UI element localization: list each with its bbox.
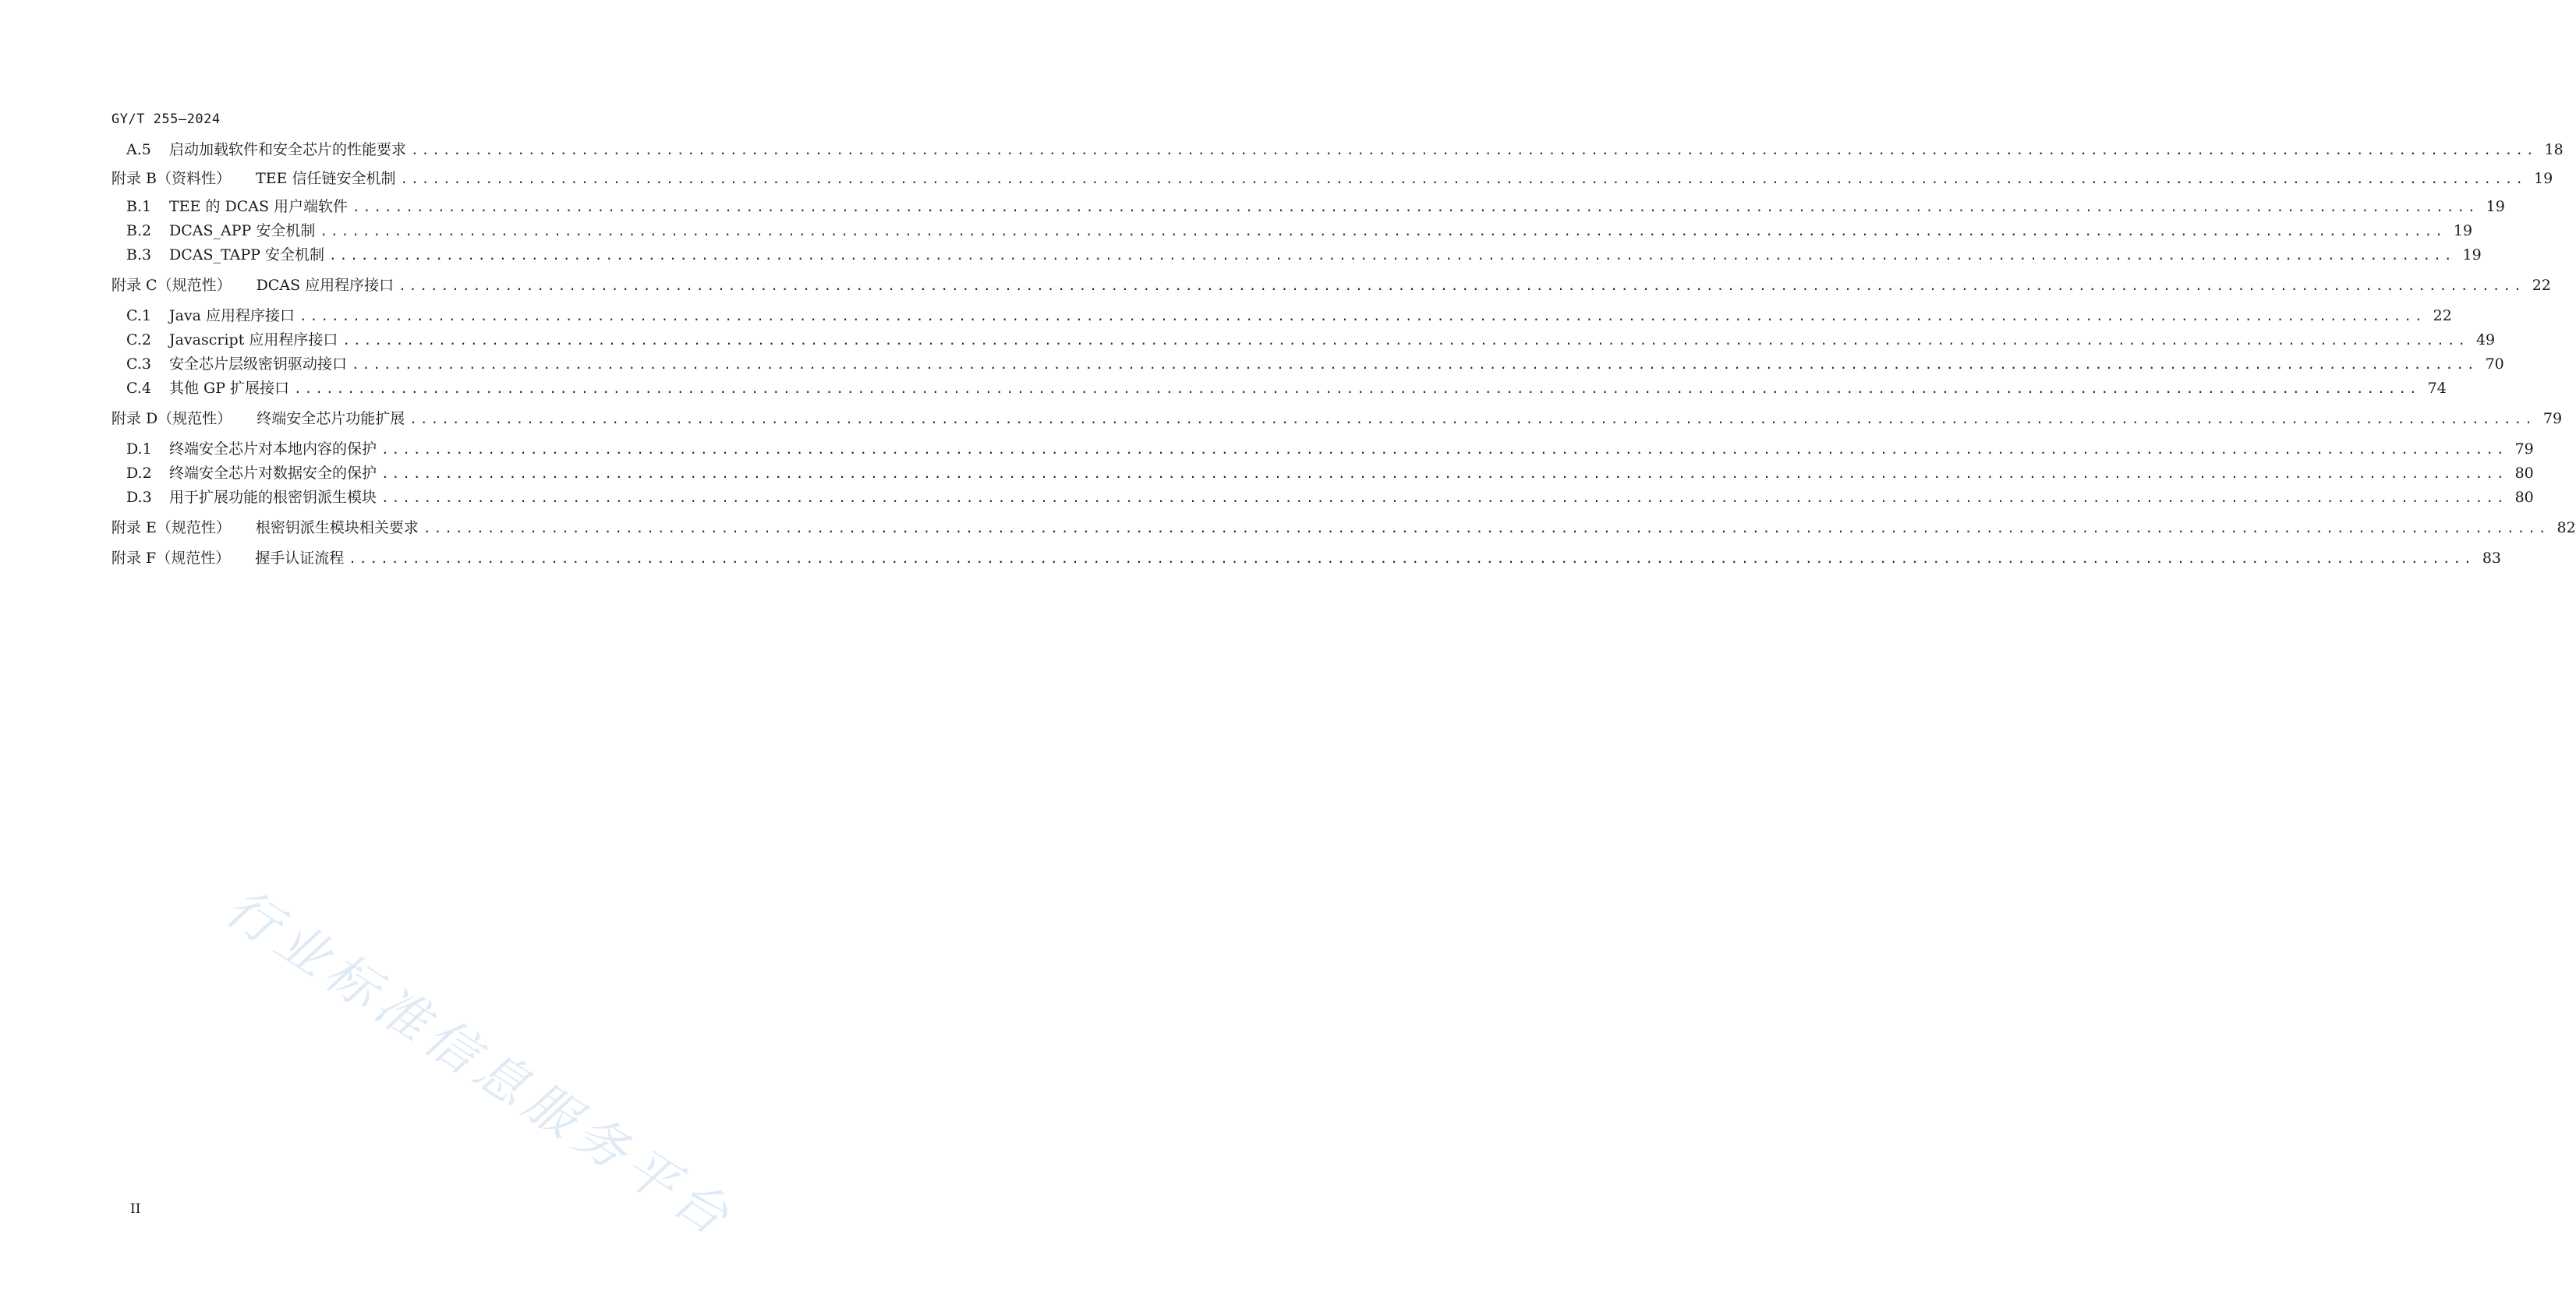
toc-dot-leader: ........................................................................................................................................................................................................ [423,521,2549,536]
toc-entry-page: 70 [2485,355,2504,373]
toc-entry-number: B.1 [126,198,152,215]
toc-entry[interactable] [111,168,2553,189]
toc-entry[interactable] [126,378,2447,398]
toc-entry[interactable] [126,221,2473,241]
toc-dot-leader: ........................................................................................................................................................................................................ [299,309,2426,324]
toc-entry-page: 19 [2453,222,2473,239]
toc-entry[interactable] [126,487,2534,507]
toc-dot-leader: ........................................................................................................................................................................................................ [352,357,2478,372]
toc-entry-page: 19 [2486,198,2505,215]
toc-entry-number: D.3 [126,489,152,506]
toc-entry[interactable] [111,275,2551,295]
toc-entry-page: 82 [2557,519,2576,536]
toc-dot-leader: ........................................................................................................................................................................................................ [381,442,2507,457]
toc-entry-title: 其他 GP 扩展接口 [169,380,290,397]
toc-entry-title: 用于扩展功能的根密钥派生模块 [169,489,377,506]
toc-entry-title: 握手认证流程 [255,550,345,567]
toc-entry[interactable] [126,306,2452,326]
toc-entry-number: C.3 [126,355,151,373]
toc-entry-title: Javascript 应用程序接口 [169,331,338,348]
toc-dot-leader: ........................................................................................................................................................................................................ [411,143,2537,157]
toc-entry-number: B.3 [126,246,152,263]
toc-entry-number: 附录 E（规范性） [111,519,231,536]
toc-entry-page: 80 [2514,465,2534,482]
toc-entry-title: TEE 信任链安全机制 [256,170,396,187]
toc-dot-leader: ........................................................................................................................................................................................................ [398,278,2525,293]
toc-dot-leader: ........................................................................................................................................................................................................ [352,200,2479,214]
toc-dot-leader: ........................................................................................................................................................................................................ [381,490,2507,505]
toc-entry-page: 49 [2475,331,2496,348]
toc-entry[interactable] [126,439,2534,459]
toc-entry-title: 启动加载软件和安全芯片的性能要求 [169,141,407,158]
toc-entry-number: 附录 C（规范性） [111,277,232,294]
toc-dot-leader: ........................................................................................................................................................................................................ [409,412,2535,426]
toc-entry[interactable] [126,140,2564,160]
toc-entry-page: 79 [2514,440,2534,458]
toc-entry-number: C.2 [126,331,151,348]
document-code: GY/T 255—2024 [111,111,221,127]
toc-entry[interactable] [111,408,2563,429]
toc-entry[interactable] [111,548,2501,568]
toc-entry[interactable] [126,196,2505,217]
toc-entry-number: 附录 D（规范性） [111,410,232,427]
toc-entry[interactable] [126,354,2504,374]
toc-entry-number: D.1 [126,440,152,458]
toc-entry[interactable] [126,245,2482,265]
toc-entry-page: 83 [2482,550,2501,567]
toc-entry[interactable] [126,330,2496,350]
toc-entry-number: C.4 [126,380,151,397]
toc-entry-title: DCAS 应用程序接口 [256,277,395,294]
toc-entry-page: 79 [2542,410,2563,427]
watermark: 行业标准信息服务平台 [214,877,745,1250]
toc-dot-leader: ........................................................................................................................................................................................................ [349,551,2475,566]
toc-entry-number: C.1 [126,307,151,324]
toc-dot-leader: ........................................................................................................................................................................................................ [381,466,2507,481]
toc-dot-leader: ........................................................................................................................................................................................................ [400,172,2527,186]
toc-entry-title: 终端安全芯片功能扩展 [257,410,405,427]
toc-entry-page: 19 [2462,246,2482,263]
toc-entry-page: 80 [2514,489,2534,506]
toc-entry-number: D.2 [126,465,152,482]
toc-entry-title: DCAS_APP 安全机制 [169,222,316,239]
toc-entry-title: 终端安全芯片对本地内容的保护 [169,440,377,458]
toc-entry-page: 19 [2534,170,2553,187]
toc-dot-leader: ........................................................................................................................................................................................................ [320,224,2446,239]
toc-dot-leader: ........................................................................................................................................................................................................ [294,381,2420,396]
toc-entry-page: 74 [2427,380,2447,397]
toc-entry-title: 根密钥派生模块相关要求 [255,519,419,536]
page-number: II [130,1201,141,1217]
toc-entry-title: 安全芯片层级密钥驱动接口 [169,355,348,373]
toc-entry[interactable] [111,518,2576,538]
toc-entry[interactable] [126,463,2534,483]
toc-entry-title: Java 应用程序接口 [169,307,295,324]
toc-entry-title: TEE 的 DCAS 用户端软件 [169,198,349,215]
toc-dot-leader: ........................................................................................................................................................................................................ [328,248,2455,263]
toc-entry-page: 22 [2532,277,2551,294]
toc-entry-number: 附录 F（规范性） [111,550,231,567]
toc-entry-page: 18 [2544,141,2564,158]
toc-entry-page: 22 [2433,307,2452,324]
toc-entry-number: 附录 B（资料性） [111,170,232,187]
toc-entry-number: B.2 [126,222,152,239]
toc-entry-title: 终端安全芯片对数据安全的保护 [169,465,377,482]
toc-dot-leader: ........................................................................................................................................................................................................ [342,333,2468,348]
toc-entry-title: DCAS_TAPP 安全机制 [169,246,324,263]
toc-entry-number: A.5 [126,141,151,158]
